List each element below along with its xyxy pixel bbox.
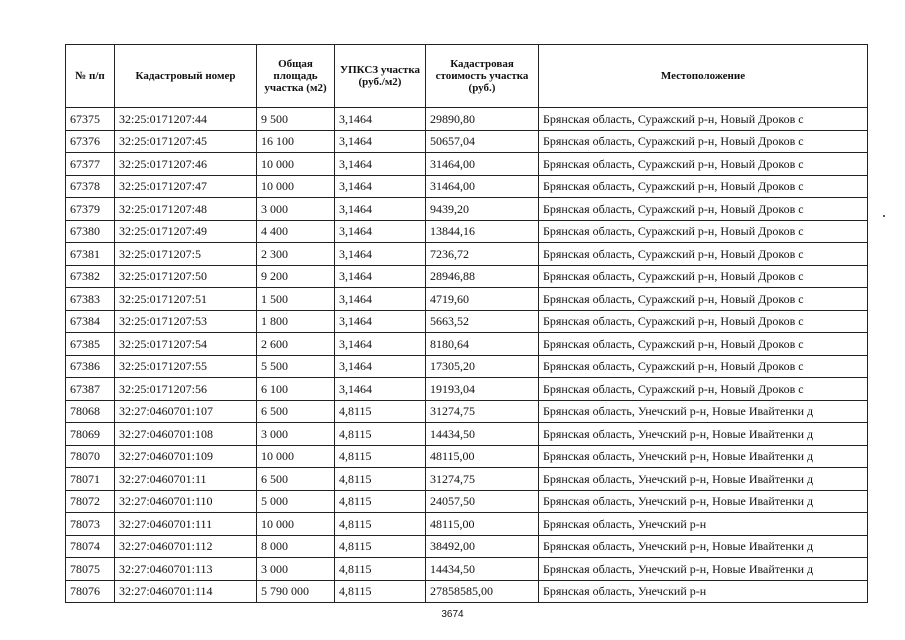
cell-upksz: 4,8115 <box>335 490 426 513</box>
cell-upksz: 3,1464 <box>335 378 426 401</box>
cell-location: Брянская область, Суражский р-н, Новый Дроков с <box>539 355 868 378</box>
table-row <box>66 423 868 446</box>
cell-number: 67376 <box>66 130 115 153</box>
cell-cadastral-value: 50657,04 <box>426 130 539 153</box>
cell-cadastral-value: 29890,80 <box>426 108 539 131</box>
cell-location: Брянская область, Суражский р-н, Новый Дроков с <box>539 333 868 356</box>
cell-cadastral-number: 32:27:0460701:113 <box>115 558 257 581</box>
col-header-cadastral-value: Кадастровая стоимость участка (руб.) <box>426 45 539 108</box>
table-row <box>66 108 868 131</box>
table-row <box>66 288 868 311</box>
cell-location: Брянская область, Суражский р-н, Новый Дроков с <box>539 198 868 221</box>
cell-cadastral-value: 19193,04 <box>426 378 539 401</box>
table-row <box>66 355 868 378</box>
cell-upksz: 3,1464 <box>335 288 426 311</box>
cell-upksz: 3,1464 <box>335 355 426 378</box>
cell-location: Брянская область, Суражский р-н, Новый Дроков с <box>539 378 868 401</box>
cell-cadastral-value: 27858585,00 <box>426 580 539 603</box>
table-row <box>66 558 868 581</box>
cell-cadastral-number: 32:25:0171207:5 <box>115 243 257 266</box>
cell-area: 4 400 <box>257 220 335 243</box>
cell-number: 67384 <box>66 310 115 333</box>
cadastral-table <box>65 44 868 603</box>
cell-location: Брянская область, Суражский р-н, Новый Дроков с <box>539 220 868 243</box>
table-header-row <box>66 45 868 108</box>
cell-cadastral-value: 17305,20 <box>426 355 539 378</box>
cell-number: 67380 <box>66 220 115 243</box>
table-row <box>66 220 868 243</box>
cell-cadastral-number: 32:27:0460701:111 <box>115 513 257 536</box>
col-header-location: Местоположение <box>539 45 868 108</box>
table-row <box>66 310 868 333</box>
cell-cadastral-value: 9439,20 <box>426 198 539 221</box>
cell-cadastral-number: 32:27:0460701:109 <box>115 445 257 468</box>
cell-upksz: 3,1464 <box>335 130 426 153</box>
table-row <box>66 535 868 558</box>
cell-number: 78075 <box>66 558 115 581</box>
cell-upksz: 3,1464 <box>335 220 426 243</box>
cell-area: 10 000 <box>257 153 335 176</box>
cell-cadastral-value: 31464,00 <box>426 175 539 198</box>
cell-number: 78068 <box>66 400 115 423</box>
cell-area: 5 000 <box>257 490 335 513</box>
cell-cadastral-value: 14434,50 <box>426 558 539 581</box>
cell-area: 5 500 <box>257 355 335 378</box>
cell-cadastral-value: 48115,00 <box>426 513 539 536</box>
col-header-upksz: УПКСЗ участка (руб./м2) <box>335 45 426 108</box>
cell-number: 67385 <box>66 333 115 356</box>
table-row <box>66 130 868 153</box>
cell-upksz: 4,8115 <box>335 423 426 446</box>
cell-cadastral-value: 31464,00 <box>426 153 539 176</box>
cell-number: 67377 <box>66 153 115 176</box>
cell-upksz: 4,8115 <box>335 535 426 558</box>
cell-area: 3 000 <box>257 423 335 446</box>
cell-number: 78074 <box>66 535 115 558</box>
cell-cadastral-value: 7236,72 <box>426 243 539 266</box>
cell-area: 2 600 <box>257 333 335 356</box>
cell-location: Брянская область, Суражский р-н, Новый Дроков с <box>539 153 868 176</box>
cell-upksz: 4,8115 <box>335 558 426 581</box>
cell-area: 8 000 <box>257 535 335 558</box>
cell-cadastral-value: 5663,52 <box>426 310 539 333</box>
table-row <box>66 490 868 513</box>
cell-area: 9 200 <box>257 265 335 288</box>
cell-location: Брянская область, Унечский р-н, Новые Ивайтенки д <box>539 490 868 513</box>
cell-cadastral-number: 32:25:0171207:56 <box>115 378 257 401</box>
cell-number: 67381 <box>66 243 115 266</box>
cell-number: 78071 <box>66 468 115 491</box>
cell-area: 6 100 <box>257 378 335 401</box>
cell-cadastral-number: 32:25:0171207:55 <box>115 355 257 378</box>
cell-upksz: 3,1464 <box>335 333 426 356</box>
cell-location: Брянская область, Унечский р-н <box>539 513 868 536</box>
table-row <box>66 153 868 176</box>
cell-location: Брянская область, Унечский р-н <box>539 580 868 603</box>
cell-upksz: 3,1464 <box>335 198 426 221</box>
cell-cadastral-value: 38492,00 <box>426 535 539 558</box>
cell-location: Брянская область, Суражский р-н, Новый Дроков с <box>539 265 868 288</box>
cell-location: Брянская область, Унечский р-н, Новые Ивайтенки д <box>539 423 868 446</box>
cell-cadastral-number: 32:25:0171207:47 <box>115 175 257 198</box>
scan-speck <box>883 215 885 217</box>
cell-upksz: 4,8115 <box>335 468 426 491</box>
cell-cadastral-number: 32:27:0460701:114 <box>115 580 257 603</box>
table-row <box>66 243 868 266</box>
table-row <box>66 333 868 356</box>
table-row <box>66 175 868 198</box>
cell-cadastral-number: 32:25:0171207:54 <box>115 333 257 356</box>
cell-cadastral-value: 24057,50 <box>426 490 539 513</box>
cell-area: 3 000 <box>257 198 335 221</box>
cell-number: 67379 <box>66 198 115 221</box>
cell-location: Брянская область, Суражский р-н, Новый Дроков с <box>539 310 868 333</box>
cell-upksz: 3,1464 <box>335 310 426 333</box>
cell-upksz: 3,1464 <box>335 265 426 288</box>
cell-area: 1 800 <box>257 310 335 333</box>
cell-location: Брянская область, Унечский р-н, Новые Ивайтенки д <box>539 468 868 491</box>
cell-cadastral-number: 32:27:0460701:110 <box>115 490 257 513</box>
table-row <box>66 513 868 536</box>
table-row <box>66 468 868 491</box>
cell-cadastral-number: 32:25:0171207:49 <box>115 220 257 243</box>
cell-number: 67383 <box>66 288 115 311</box>
table-row <box>66 198 868 221</box>
cell-number: 78073 <box>66 513 115 536</box>
table-row <box>66 400 868 423</box>
cell-cadastral-value: 31274,75 <box>426 468 539 491</box>
cell-upksz: 4,8115 <box>335 580 426 603</box>
cell-cadastral-value: 28946,88 <box>426 265 539 288</box>
col-header-number: № п/п <box>66 45 115 108</box>
cell-area: 10 000 <box>257 175 335 198</box>
cell-cadastral-number: 32:27:0460701:112 <box>115 535 257 558</box>
cell-cadastral-value: 31274,75 <box>426 400 539 423</box>
cell-upksz: 3,1464 <box>335 175 426 198</box>
cell-upksz: 4,8115 <box>335 513 426 536</box>
cell-location: Брянская область, Унечский р-н, Новые Ивайтенки д <box>539 558 868 581</box>
cell-location: Брянская область, Унечский р-н, Новые Ивайтенки д <box>539 535 868 558</box>
cell-cadastral-number: 32:25:0171207:51 <box>115 288 257 311</box>
cell-upksz: 3,1464 <box>335 153 426 176</box>
cell-location: Брянская область, Суражский р-н, Новый Дроков с <box>539 130 868 153</box>
cell-number: 67375 <box>66 108 115 131</box>
cell-number: 78070 <box>66 445 115 468</box>
cell-cadastral-number: 32:25:0171207:48 <box>115 198 257 221</box>
cell-upksz: 3,1464 <box>335 108 426 131</box>
cell-area: 16 100 <box>257 130 335 153</box>
cell-location: Брянская область, Унечский р-н, Новые Ивайтенки д <box>539 400 868 423</box>
cell-area: 9 500 <box>257 108 335 131</box>
table-row <box>66 378 868 401</box>
cell-upksz: 3,1464 <box>335 243 426 266</box>
cell-number: 67386 <box>66 355 115 378</box>
table-row <box>66 445 868 468</box>
cell-location: Брянская область, Суражский р-н, Новый Дроков с <box>539 175 868 198</box>
cell-number: 78069 <box>66 423 115 446</box>
cell-upksz: 4,8115 <box>335 445 426 468</box>
cell-area: 1 500 <box>257 288 335 311</box>
cell-number: 67382 <box>66 265 115 288</box>
cell-area: 6 500 <box>257 468 335 491</box>
table-row <box>66 265 868 288</box>
cell-cadastral-number: 32:25:0171207:50 <box>115 265 257 288</box>
cell-area: 2 300 <box>257 243 335 266</box>
cell-area: 3 000 <box>257 558 335 581</box>
cell-location: Брянская область, Суражский р-н, Новый Дроков с <box>539 108 868 131</box>
cell-cadastral-number: 32:27:0460701:11 <box>115 468 257 491</box>
col-header-cadastral-number: Кадастровый номер <box>115 45 257 108</box>
cell-cadastral-value: 14434,50 <box>426 423 539 446</box>
cell-cadastral-number: 32:25:0171207:53 <box>115 310 257 333</box>
cell-cadastral-value: 8180,64 <box>426 333 539 356</box>
table-row <box>66 580 868 603</box>
col-header-area: Общая площадь участка (м2) <box>257 45 335 108</box>
cell-location: Брянская область, Суражский р-н, Новый Дроков с <box>539 288 868 311</box>
cell-cadastral-value: 13844,16 <box>426 220 539 243</box>
cell-number: 67378 <box>66 175 115 198</box>
cell-cadastral-value: 48115,00 <box>426 445 539 468</box>
cell-area: 5 790 000 <box>257 580 335 603</box>
cell-cadastral-number: 32:25:0171207:44 <box>115 108 257 131</box>
cell-cadastral-number: 32:27:0460701:107 <box>115 400 257 423</box>
cell-cadastral-number: 32:27:0460701:108 <box>115 423 257 446</box>
table-body <box>66 108 868 603</box>
cell-number: 67387 <box>66 378 115 401</box>
cell-cadastral-number: 32:25:0171207:46 <box>115 153 257 176</box>
cell-number: 78072 <box>66 490 115 513</box>
cell-area: 10 000 <box>257 513 335 536</box>
cell-cadastral-value: 4719,60 <box>426 288 539 311</box>
cell-location: Брянская область, Унечский р-н, Новые Ивайтенки д <box>539 445 868 468</box>
page-number: 3674 <box>441 609 464 620</box>
cell-area: 10 000 <box>257 445 335 468</box>
cell-area: 6 500 <box>257 400 335 423</box>
cell-location: Брянская область, Суражский р-н, Новый Дроков с <box>539 243 868 266</box>
cell-number: 78076 <box>66 580 115 603</box>
cell-upksz: 4,8115 <box>335 400 426 423</box>
cell-cadastral-number: 32:25:0171207:45 <box>115 130 257 153</box>
